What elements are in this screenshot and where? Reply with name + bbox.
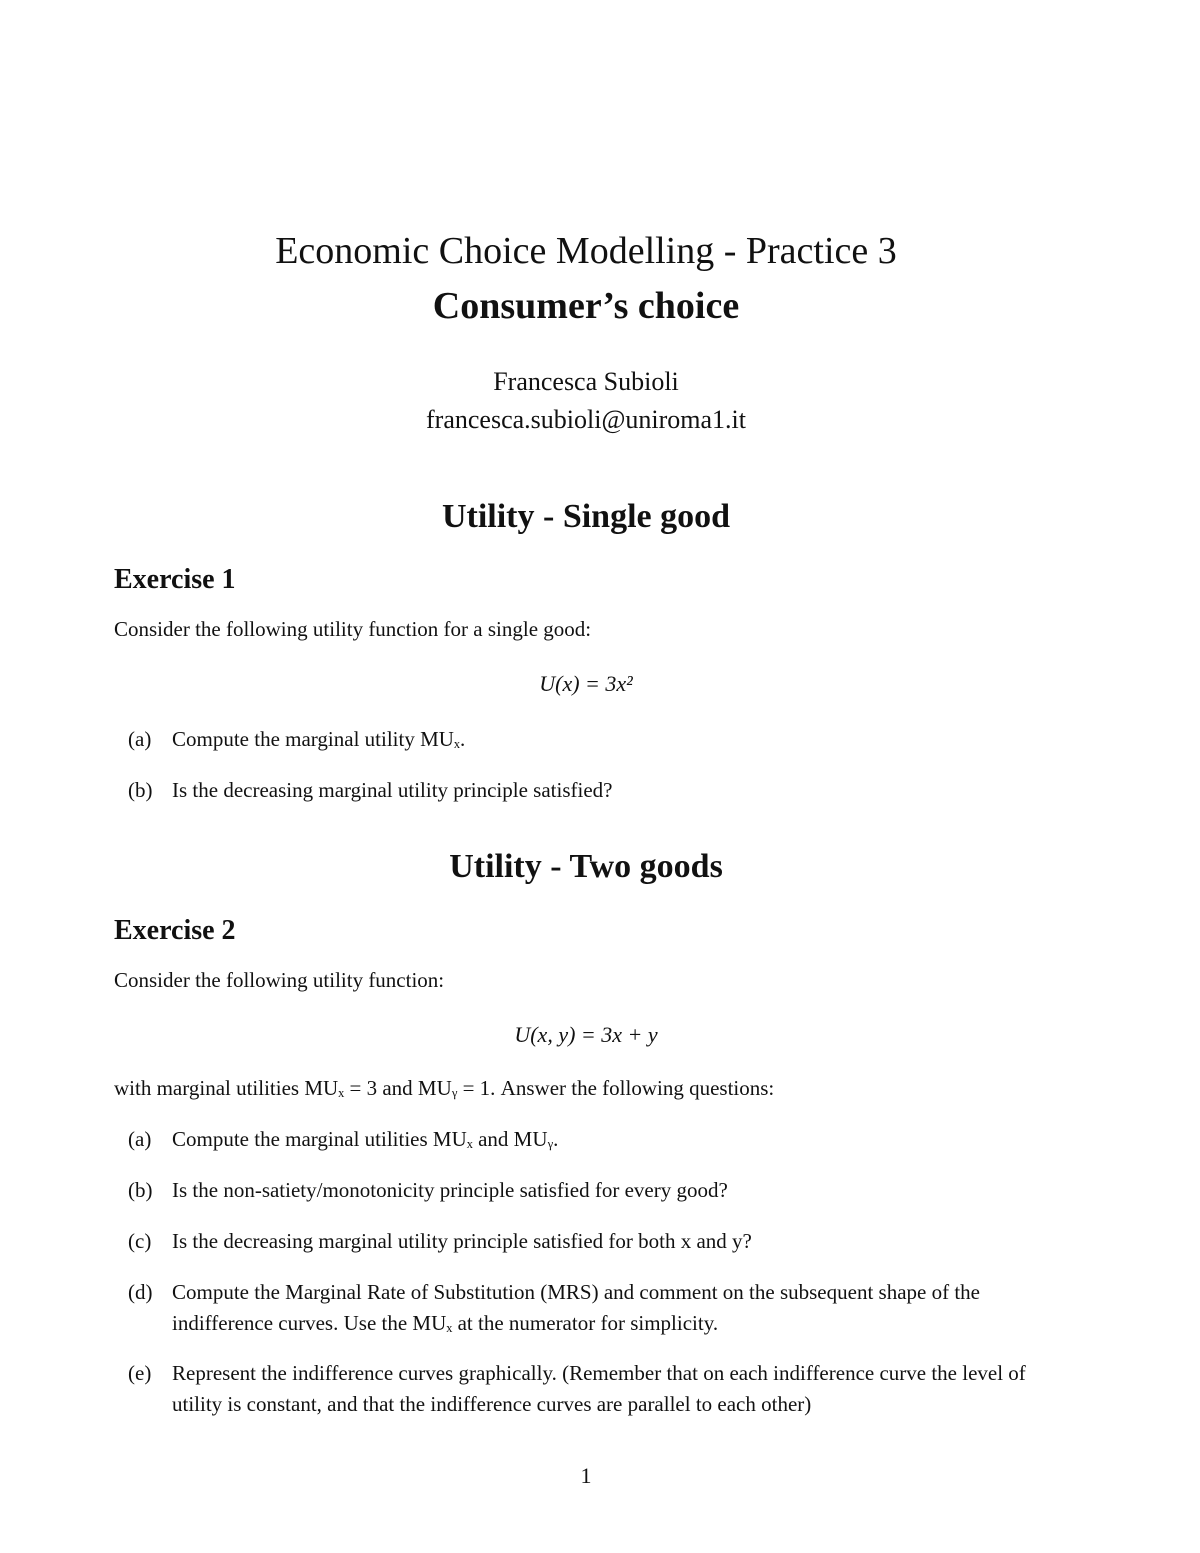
page-number: 1 <box>580 1463 592 1488</box>
item-label: (c) <box>128 1229 152 1253</box>
exercise-1-intro: Consider the following utility function for a single good: <box>114 617 592 641</box>
item-label: (b) <box>128 1178 153 1202</box>
exercise-2-item-c <box>128 1226 1068 1257</box>
exercise-1-equation: U(x) = 3x² <box>539 671 633 696</box>
exercise-1-item-a <box>128 724 1068 755</box>
item-label: (a) <box>128 727 152 751</box>
document-title: Economic Choice Modelling - Practice 3 <box>275 230 897 272</box>
exercise-2-note: with marginal utilities MUₓ = 3 and MUᵧ = 1. Answer the following questions: <box>114 1076 775 1100</box>
exercise-1-item-b <box>128 775 1068 806</box>
author-email: francesca.subioli@uniroma1.it <box>426 405 746 434</box>
item-text: Compute the marginal utility MUₓ. <box>172 727 466 751</box>
exercise-2-item-d <box>128 1277 1068 1339</box>
item-label: (d) <box>128 1280 153 1304</box>
exercise-2-item-a <box>128 1124 1068 1155</box>
item-text: Represent the indifference curves graphically. (Remember that on each indifference curve the level of utility is constant, and that the indifference curves are parallel to each other) <box>172 1361 1026 1416</box>
exercise-2-item-e <box>128 1358 1068 1420</box>
item-label: (e) <box>128 1361 152 1385</box>
document-subtitle: Consumer’s choice <box>432 285 740 327</box>
item-label: (a) <box>128 1127 152 1151</box>
item-label: (b) <box>128 778 153 802</box>
exercise-2-intro: Consider the following utility function: <box>114 968 445 992</box>
item-text: Is the non-satiety/monotonicity principle satisfied for every good? <box>172 1178 728 1202</box>
item-text: Compute the Marginal Rate of Substitution (MRS) and comment on the subsequent shape of the indifference curves. Use the MUₓ at the numerator for simplicity. <box>172 1280 980 1335</box>
item-text: Is the decreasing marginal utility principle satisfied? <box>172 778 613 802</box>
section-heading-two-goods: Utility - Two goods <box>449 848 723 885</box>
author-name: Francesca Subioli <box>493 367 679 396</box>
exercise-2-title: Exercise 2 <box>114 915 236 946</box>
exercise-2-equation: U(x, y) = 3x + y <box>514 1022 658 1047</box>
exercise-1-title: Exercise 1 <box>114 564 236 595</box>
section-heading-single-good: Utility - Single good <box>441 498 731 535</box>
exercise-2-item-b <box>128 1175 1068 1206</box>
item-text: Is the decreasing marginal utility principle satisfied for both x and y? <box>172 1229 752 1253</box>
item-text: Compute the marginal utilities MUₓ and MUᵧ. <box>172 1127 559 1151</box>
